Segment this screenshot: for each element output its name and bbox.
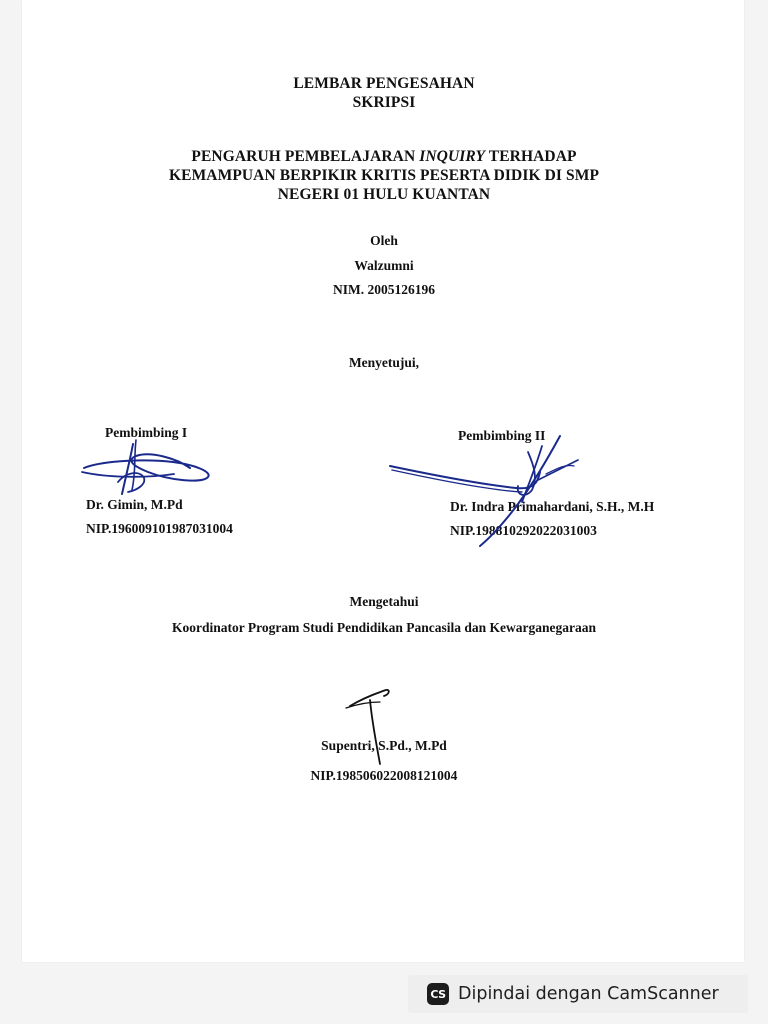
approval-label: Menyetujui,	[348, 355, 420, 370]
thesis-title-italic: INQUIRY	[419, 148, 486, 165]
coordinator-signature	[340, 682, 420, 772]
advisor1-role: Pembimbing I	[105, 425, 188, 440]
advisor1-name: Dr. Gimin, M.Pd	[86, 497, 183, 512]
camscanner-watermark	[408, 975, 748, 1013]
coordinator-nip: NIP.198506022008121004	[310, 768, 458, 783]
author-name: Walzumni	[354, 258, 414, 273]
acknowledgement-label: Mengetahui	[349, 594, 419, 609]
thesis-title-text: TERHADAP	[485, 148, 577, 165]
by-label: Oleh	[370, 233, 398, 248]
doc-subheading: SKRIPSI	[352, 94, 416, 111]
advisor2-nip: NIP.198810292022031003	[450, 523, 597, 538]
doc-heading: LEMBAR PENGESAHAN	[293, 75, 475, 92]
advisor2-role: Pembimbing II	[458, 428, 546, 443]
thesis-title-text: PENGARUH PEMBELAJARAN	[191, 148, 420, 165]
camscanner-text: Dipindai dengan CamScanner	[458, 984, 719, 1004]
thesis-title-line-2: KEMAMPUAN BERPIKIR KRITIS PESERTA DIDIK DI SMP	[168, 167, 600, 184]
thesis-title-line-3: NEGERI 01 HULU KUANTAN	[277, 186, 491, 203]
coordinator-name: Supentri, S.Pd., M.Pd	[321, 738, 447, 753]
author-nim: NIM. 2005126196	[333, 282, 435, 297]
camscanner-logo-icon: CS	[427, 983, 449, 1005]
thesis-title-line-1	[0, 148, 768, 166]
advisor2-signature	[388, 432, 588, 552]
advisor1-nip: NIP.196009101987031004	[86, 521, 233, 536]
advisor1-signature	[78, 432, 228, 502]
advisor2-name: Dr. Indra Primahardani, S.H., M.H	[450, 499, 655, 514]
coordinator-position: Koordinator Program Studi Pendidikan Pancasila dan Kewarganegaraan	[171, 620, 597, 635]
